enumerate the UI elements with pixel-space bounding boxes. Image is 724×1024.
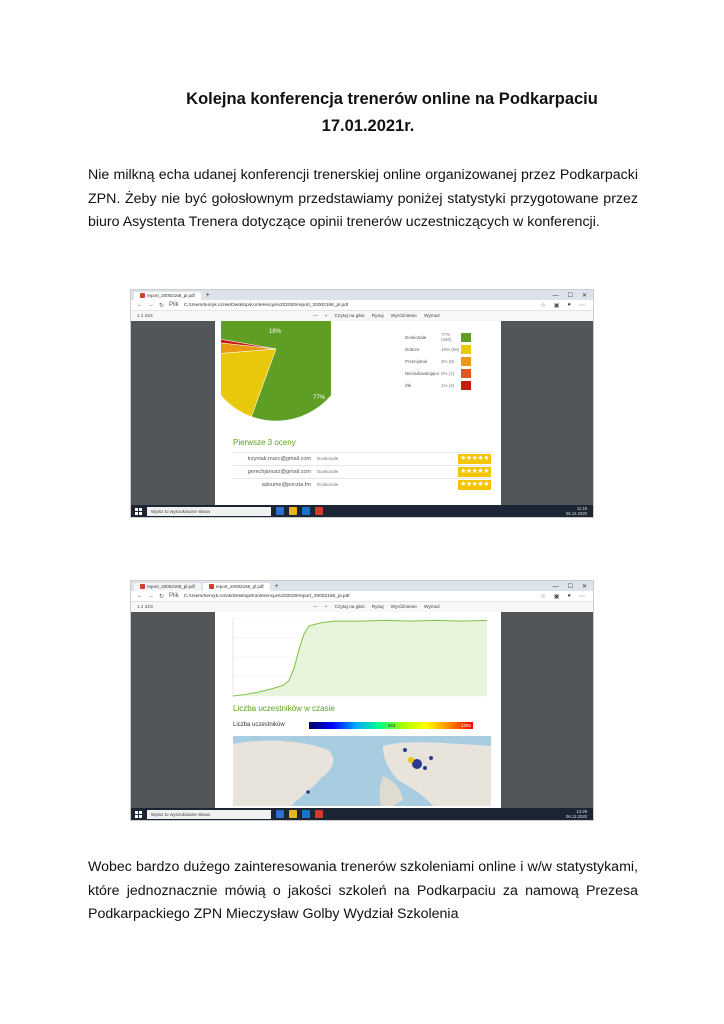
screenshot-ratings [131, 290, 593, 517]
clock-date: 06.12.2020 [566, 511, 587, 516]
clock-time: 12:29 [576, 809, 587, 814]
rating-email: trzyniak.marc@gmail.com [247, 455, 311, 462]
maximize-icon[interactable]: ☐ [567, 293, 573, 299]
legend-value: 18% (59) [441, 346, 460, 352]
forward-icon[interactable]: → [148, 302, 154, 308]
address-bar [131, 300, 593, 311]
read-aloud-button[interactable]: Czytaj na głos [334, 604, 365, 610]
windows-start-icon[interactable] [135, 811, 142, 818]
pdf-icon [140, 293, 145, 298]
address-bar [131, 591, 593, 602]
url-input[interactable]: C:/Users/tenryk.rozek/Desktop/Konferencja%202020/report_20002168_pl.pdf [183, 302, 349, 308]
collections-icon[interactable]: ▣ [553, 593, 560, 600]
pie-legend [405, 331, 471, 391]
rating-row [233, 478, 491, 490]
rating-grade: Doskonale [317, 456, 339, 461]
intro-paragraph: Nie milkną echa udanej konferencji trenerskiej online organizowanej przez Podkarpacki ZPN. Żeby nie być gołosłownym przedstawiamy poniżej statystyki przygotowane przez biuro Asystenta Trenera dotyczące opinii trenerów uczestniczących w konferencji. [88, 167, 638, 230]
screenshot-participants [131, 581, 593, 820]
scale-max-value: 1295 [460, 723, 471, 728]
taskbar-clock [566, 809, 593, 819]
legend-label: Dobrze [405, 346, 420, 352]
gmail-icon [140, 584, 145, 589]
forward-icon[interactable]: → [148, 593, 154, 599]
erase-button[interactable]: Wymaż [423, 604, 440, 610]
close-icon[interactable]: ✕ [581, 584, 587, 590]
area-fill [233, 620, 487, 696]
browser-tabbar [131, 290, 593, 300]
maximize-icon[interactable]: ☐ [567, 584, 573, 590]
scale-mid-value: 243 [387, 723, 396, 728]
taskbar-search-input[interactable]: Wpisz tu wyszukiwane słowa [147, 507, 271, 516]
pdf-page [215, 321, 501, 505]
pdf-page [215, 612, 501, 808]
profile-icon[interactable]: ● [567, 301, 571, 308]
legend-value: 1% (4) [441, 382, 455, 388]
favorite-icon[interactable]: ☆ [540, 302, 546, 309]
pie-label: 18% [269, 329, 282, 335]
edge-icon[interactable] [276, 507, 284, 515]
chrome-icon[interactable] [315, 507, 323, 515]
refresh-icon[interactable]: ↻ [159, 302, 165, 309]
collections-icon[interactable]: ▣ [553, 302, 560, 309]
map-marker[interactable] [429, 756, 433, 760]
legend-swatch [461, 345, 471, 354]
legend-label: Niezadowalająco [405, 370, 440, 376]
legend-label: Przeciętnie [405, 358, 428, 364]
zoom-in-button[interactable]: + [324, 313, 328, 319]
close-icon[interactable]: ✕ [581, 293, 587, 299]
document-date: 17.01.2021r. [321, 117, 415, 135]
legend-item [405, 367, 471, 379]
legend-swatch [461, 381, 471, 390]
legend-swatch [461, 357, 471, 366]
clock-date: 06.12.2020 [566, 814, 587, 819]
pie-chart [221, 321, 331, 433]
rating-email: adoume@poczta.fm [261, 481, 311, 488]
pdf-viewer [131, 612, 593, 808]
pdf-icon [209, 584, 214, 589]
page-indicator[interactable]: 1 z 219 [137, 604, 153, 610]
browser-tab[interactable] [134, 292, 201, 300]
favorite-icon[interactable]: ☆ [540, 593, 546, 600]
legend-item [405, 343, 471, 355]
legend-item [405, 355, 471, 367]
chrome-icon[interactable] [315, 810, 323, 818]
document-title: Kolejna konferencja trenerów online na Podkarpaciu [186, 90, 598, 108]
map-marker[interactable] [423, 766, 427, 770]
participants-chart-heading: Liczba uczestników w czasie [233, 704, 335, 713]
map-marker[interactable] [403, 748, 407, 752]
closing-paragraph: Wobec bardzo dużego zainteresowania trenerów szkoleniami online i w/w statystykami, które jednoznacznie mówią o jakości szkoleń na Podkarpaciu za namową Prezesa Podkarpackiego ZPN Mieczysław Golby Wydział Szkolenia [88, 859, 638, 922]
refresh-icon[interactable]: ↻ [159, 593, 165, 600]
taskbar-clock [566, 506, 593, 516]
browser-tabbar [131, 581, 593, 591]
map-marker[interactable] [306, 790, 310, 794]
scale-label: Liczba uczestników [233, 722, 285, 728]
back-icon[interactable]: ← [137, 593, 143, 599]
rating-stars: ★★★★★ [460, 454, 489, 462]
zoom-out-button[interactable]: — [312, 604, 318, 610]
mail-icon[interactable] [302, 507, 310, 515]
profile-icon[interactable]: ● [567, 592, 571, 599]
participants-map[interactable] [233, 736, 491, 806]
clock-time: 11:18 [576, 506, 587, 511]
zoom-out-button[interactable]: — [312, 313, 318, 319]
legend-value: 0% (1) [441, 370, 455, 376]
pie-label: 77% [313, 395, 326, 401]
tab-label: report_20002168_pl.pdf [215, 584, 264, 589]
legend-swatch [461, 333, 471, 342]
url-prefix: Plik [169, 302, 179, 308]
color-scale [309, 722, 473, 729]
pdf-viewer [131, 321, 593, 505]
minimize-icon[interactable]: — [552, 584, 559, 590]
page-indicator[interactable]: 1 z 224 [137, 313, 153, 319]
ratings-heading: Pierwsze 3 oceny [233, 438, 296, 447]
mail-icon[interactable] [302, 810, 310, 818]
rating-row [233, 465, 491, 477]
participants-area-chart [225, 614, 495, 702]
url-input[interactable]: C:/Users/henryk.rozek/Desktop/Konferencja%202020/report_20002168_pl.pdf [183, 593, 350, 599]
rating-grade: Doskonale [317, 482, 339, 487]
taskbar-search-input[interactable]: Wpisz tu wyszukiwane słowa [147, 810, 271, 819]
world-map-shapes [233, 736, 491, 806]
rating-stars: ★★★★★ [460, 480, 489, 488]
menu-icon[interactable]: ⋯ [579, 302, 585, 309]
windows-taskbar [131, 808, 593, 820]
legend-value: 3% (8) [441, 358, 455, 364]
tab-label: report_20002168_pl.pdf [147, 584, 195, 589]
explorer-icon[interactable] [289, 810, 297, 818]
legend-label: Doskonale [405, 334, 427, 340]
rating-email: gerechjanusz@gmail.com [247, 468, 311, 475]
menu-icon[interactable]: ⋯ [579, 593, 585, 600]
windows-start-icon[interactable] [135, 508, 142, 515]
draw-button[interactable]: Rysuj [371, 313, 384, 319]
explorer-icon[interactable] [289, 507, 297, 515]
legend-item [405, 379, 471, 391]
minimize-icon[interactable]: — [552, 293, 559, 299]
edge-icon[interactable] [276, 810, 284, 818]
draw-button[interactable]: Rysuj [371, 604, 384, 610]
legend-swatch [461, 369, 471, 378]
rating-stars: ★★★★★ [460, 467, 489, 475]
map-marker[interactable] [408, 757, 414, 763]
highlight-button[interactable]: Wyróżnienie [390, 313, 417, 319]
url-prefix: Plik [169, 593, 179, 599]
erase-button[interactable]: Wymaż [423, 313, 440, 319]
browser-tab[interactable] [203, 583, 270, 591]
new-tab-button[interactable]: + [205, 292, 210, 299]
zoom-in-button[interactable]: + [324, 604, 328, 610]
legend-value: 77% (250) [441, 332, 452, 342]
legend-item [405, 331, 471, 343]
windows-taskbar [131, 505, 593, 517]
new-tab-button[interactable]: + [274, 583, 279, 590]
tab-label: report_20002168_pl.pdf [147, 293, 195, 298]
read-aloud-button[interactable]: Czytaj na głos [334, 313, 365, 319]
rating-grade: Doskonale [317, 469, 339, 474]
legend-label: Źle [405, 382, 412, 388]
back-icon[interactable]: ← [137, 302, 143, 308]
browser-tab[interactable] [134, 583, 201, 591]
highlight-button[interactable]: Wyróżnienie [390, 604, 417, 610]
rating-row [233, 452, 491, 464]
